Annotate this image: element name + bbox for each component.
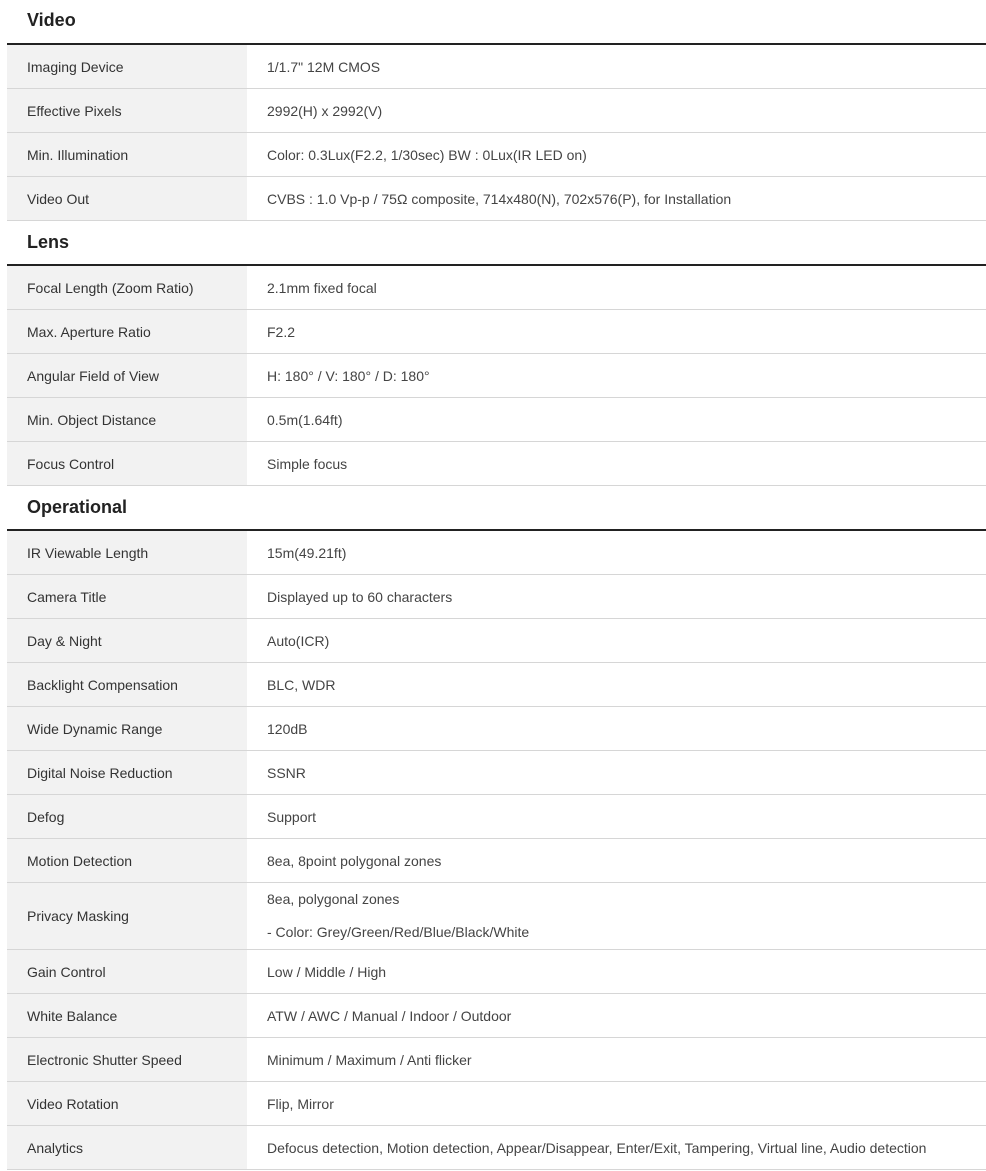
spec-label: Day & Night [7, 619, 247, 663]
spec-label: Wide Dynamic Range [7, 707, 247, 751]
table-row [7, 531, 986, 575]
spec-label: Effective Pixels [7, 89, 247, 133]
spec-value: Minimum / Maximum / Anti flicker [247, 1038, 986, 1082]
spec-label: Analytics [7, 1126, 247, 1170]
spec-value: F2.2 [247, 310, 986, 354]
spec-label: Camera Title [7, 575, 247, 619]
spec-value: Displayed up to 60 characters [247, 575, 986, 619]
spec-label: Video Rotation [7, 1082, 247, 1126]
spec-value: Support [247, 795, 986, 839]
spec-value: Simple focus [247, 442, 986, 486]
spec-value: BLC, WDR [247, 663, 986, 707]
table-row [7, 751, 986, 795]
spec-value: SSNR [247, 751, 986, 795]
video-spec-table [7, 45, 986, 221]
table-row [7, 45, 986, 89]
table-row [7, 1038, 986, 1082]
spec-value: H: 180° / V: 180° / D: 180° [247, 354, 986, 398]
lens-spec-table [7, 266, 986, 486]
spec-value: 1/1.7" 12M CMOS [247, 45, 986, 89]
spec-value: Color: 0.3Lux(F2.2, 1/30sec) BW : 0Lux(IR LED on) [247, 133, 986, 177]
table-row [7, 133, 986, 177]
spec-label: Electronic Shutter Speed [7, 1038, 247, 1082]
spec-value: Defocus detection, Motion detection, Appear/Disappear, Enter/Exit, Tampering, Virtual line, Audio detection [247, 1126, 986, 1170]
spec-label: Focus Control [7, 442, 247, 486]
spec-label: Digital Noise Reduction [7, 751, 247, 795]
table-row [7, 994, 986, 1038]
spec-value: Flip, Mirror [247, 1082, 986, 1126]
spec-label: Focal Length (Zoom Ratio) [7, 266, 247, 310]
spec-label: Imaging Device [7, 45, 247, 89]
spec-label: Min. Object Distance [7, 398, 247, 442]
table-row [7, 707, 986, 751]
spec-label: White Balance [7, 994, 247, 1038]
spec-label: Backlight Compensation [7, 663, 247, 707]
table-row [7, 839, 986, 883]
table-row [7, 442, 986, 486]
spec-value [247, 883, 986, 950]
spec-label: Privacy Masking [7, 883, 247, 950]
table-row [7, 575, 986, 619]
spec-label: Motion Detection [7, 839, 247, 883]
spec-value: 0.5m(1.64ft) [247, 398, 986, 442]
spec-value: Low / Middle / High [247, 950, 986, 994]
table-row [7, 1126, 986, 1170]
table-row [7, 89, 986, 133]
spec-value: 2.1mm fixed focal [247, 266, 986, 310]
table-row [7, 950, 986, 994]
section-title-operational: Operational [7, 486, 986, 531]
spec-label: Max. Aperture Ratio [7, 310, 247, 354]
table-row [7, 354, 986, 398]
spec-label: IR Viewable Length [7, 531, 247, 575]
section-title-lens: Lens [7, 221, 986, 266]
table-row [7, 398, 986, 442]
section-title-video: Video [7, 0, 986, 45]
table-row [7, 795, 986, 839]
spec-label: Defog [7, 795, 247, 839]
spec-label: Gain Control [7, 950, 247, 994]
spec-value-line: 8ea, polygonal zones [267, 891, 400, 907]
spec-value: ATW / AWC / Manual / Indoor / Outdoor [247, 994, 986, 1038]
table-row [7, 310, 986, 354]
spec-label: Video Out [7, 177, 247, 221]
operational-spec-table [7, 531, 986, 1170]
spec-value: Auto(ICR) [247, 619, 986, 663]
spec-label: Angular Field of View [7, 354, 247, 398]
table-row [7, 883, 986, 950]
table-row [7, 1082, 986, 1126]
spec-value-line: - Color: Grey/Green/Red/Blue/Black/White [267, 924, 530, 940]
spec-value: 8ea, 8point polygonal zones [247, 839, 986, 883]
spec-sheet [7, 0, 986, 1170]
spec-value: 2992(H) x 2992(V) [247, 89, 986, 133]
table-row [7, 663, 986, 707]
table-row [7, 177, 986, 221]
spec-value: CVBS : 1.0 Vp-p / 75Ω composite, 714x480(N), 702x576(P), for Installation [247, 177, 986, 221]
spec-label: Min. Illumination [7, 133, 247, 177]
spec-value: 120dB [247, 707, 986, 751]
spec-value: 15m(49.21ft) [247, 531, 986, 575]
table-row [7, 266, 986, 310]
table-row [7, 619, 986, 663]
